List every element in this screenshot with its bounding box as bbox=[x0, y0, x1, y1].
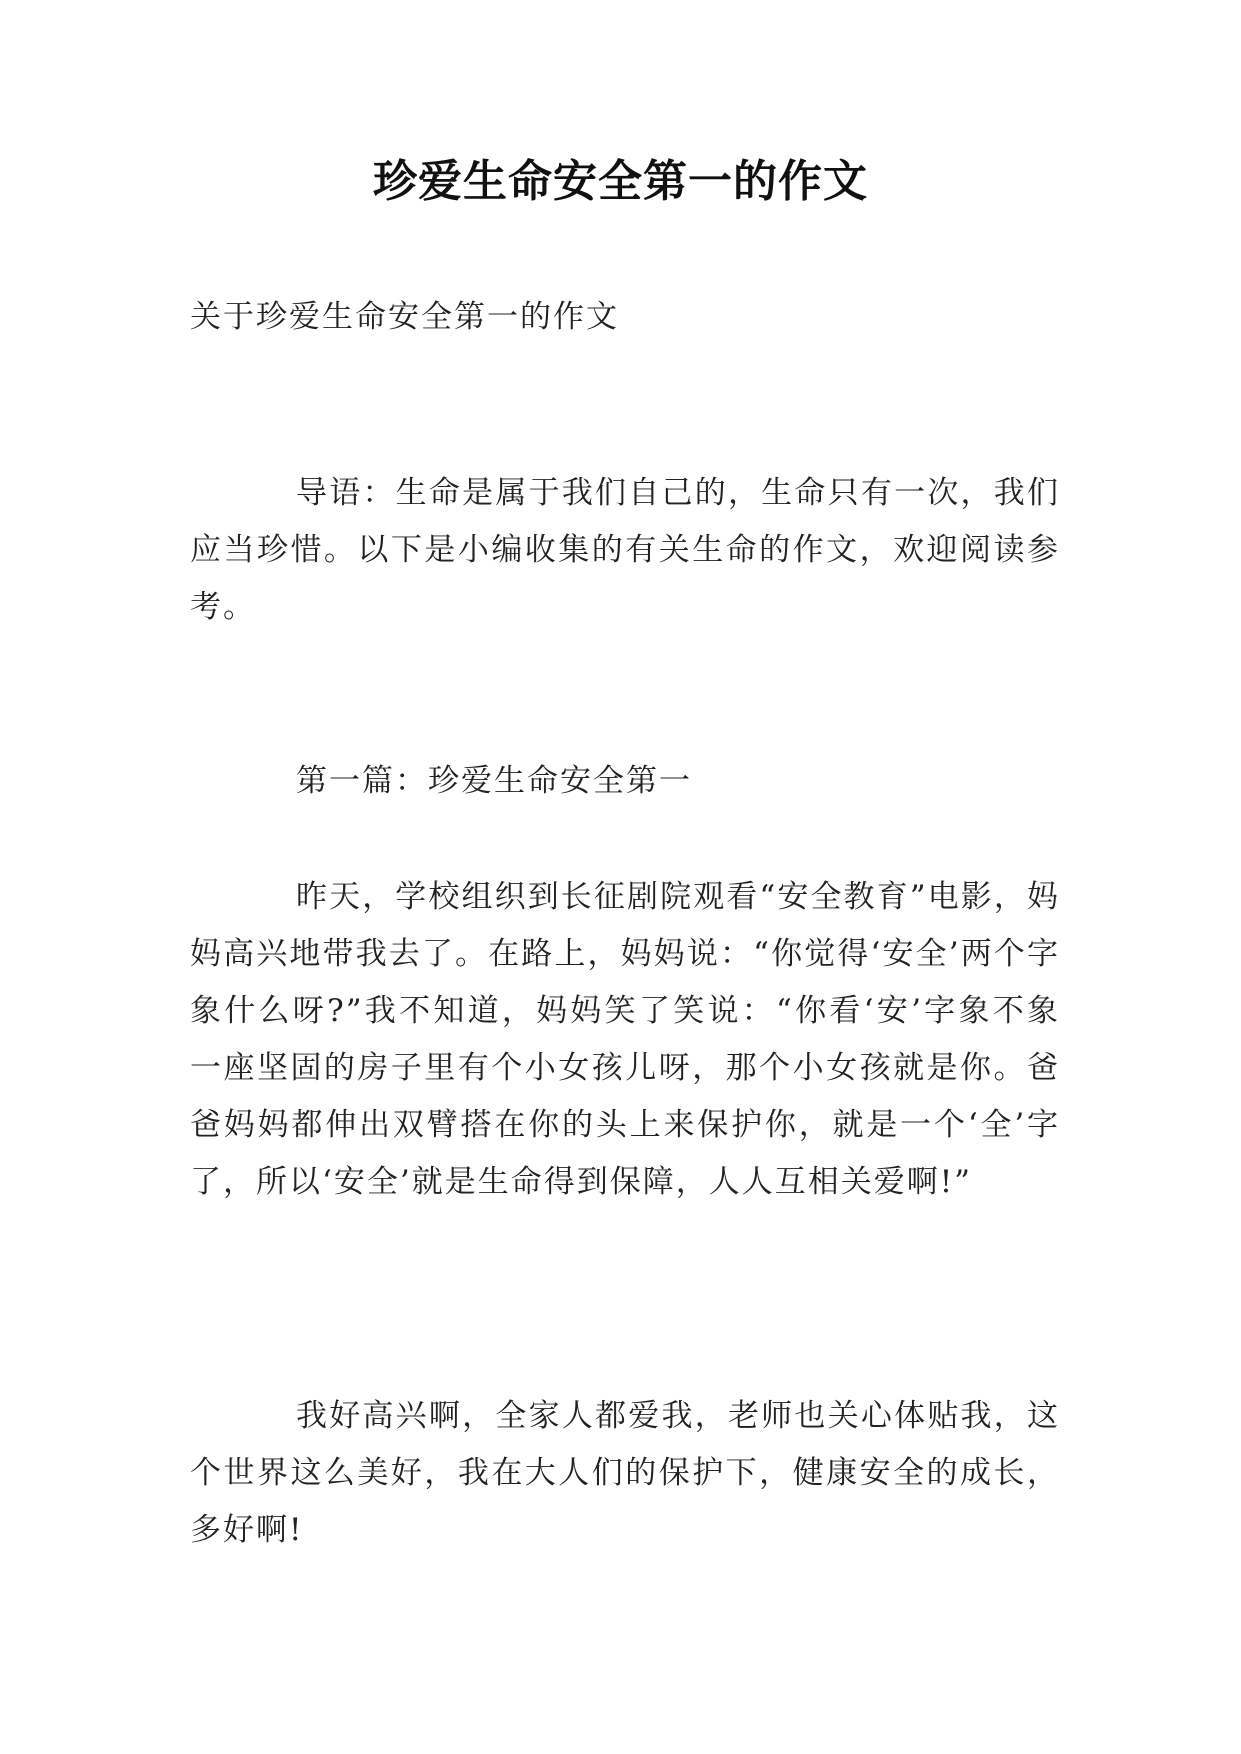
body-paragraph-1: 昨天，学校组织到长征剧院观看“安全教育”电影，妈妈高兴地带我去了。在路上，妈妈说：“你觉得‘安全’两个字象什么呀?”我不知道，妈妈笑了笑说：“你看‘安’字象不象一座坚固的房子里有个小女孩儿呀，那个小女孩就是你。爸爸妈妈都伸出双臂搭在你的头上来保护你，就是一个‘全’字了，所以‘安全’就是生命得到保障，人人互相关爱啊!” bbox=[190, 879, 1060, 1200]
intro-paragraph: 导语：生命是属于我们自己的，生命只有一次，我们应当珍惜。以下是小编收集的有关生命的作文，欢迎阅读参考。 bbox=[190, 475, 1060, 625]
body-paragraph-2: 我好高兴啊，全家人都爱我，老师也关心体贴我，这个世界这么美好，我在大人们的保护下，健康安全的成长，多好啊! bbox=[190, 1398, 1060, 1548]
section-heading: 第一篇：珍爱生命安全第一 bbox=[296, 763, 692, 799]
page-title: 珍爱生命安全第一的作文 bbox=[373, 156, 868, 207]
document-subtitle: 关于珍爱生命安全第一的作文 bbox=[190, 299, 619, 335]
